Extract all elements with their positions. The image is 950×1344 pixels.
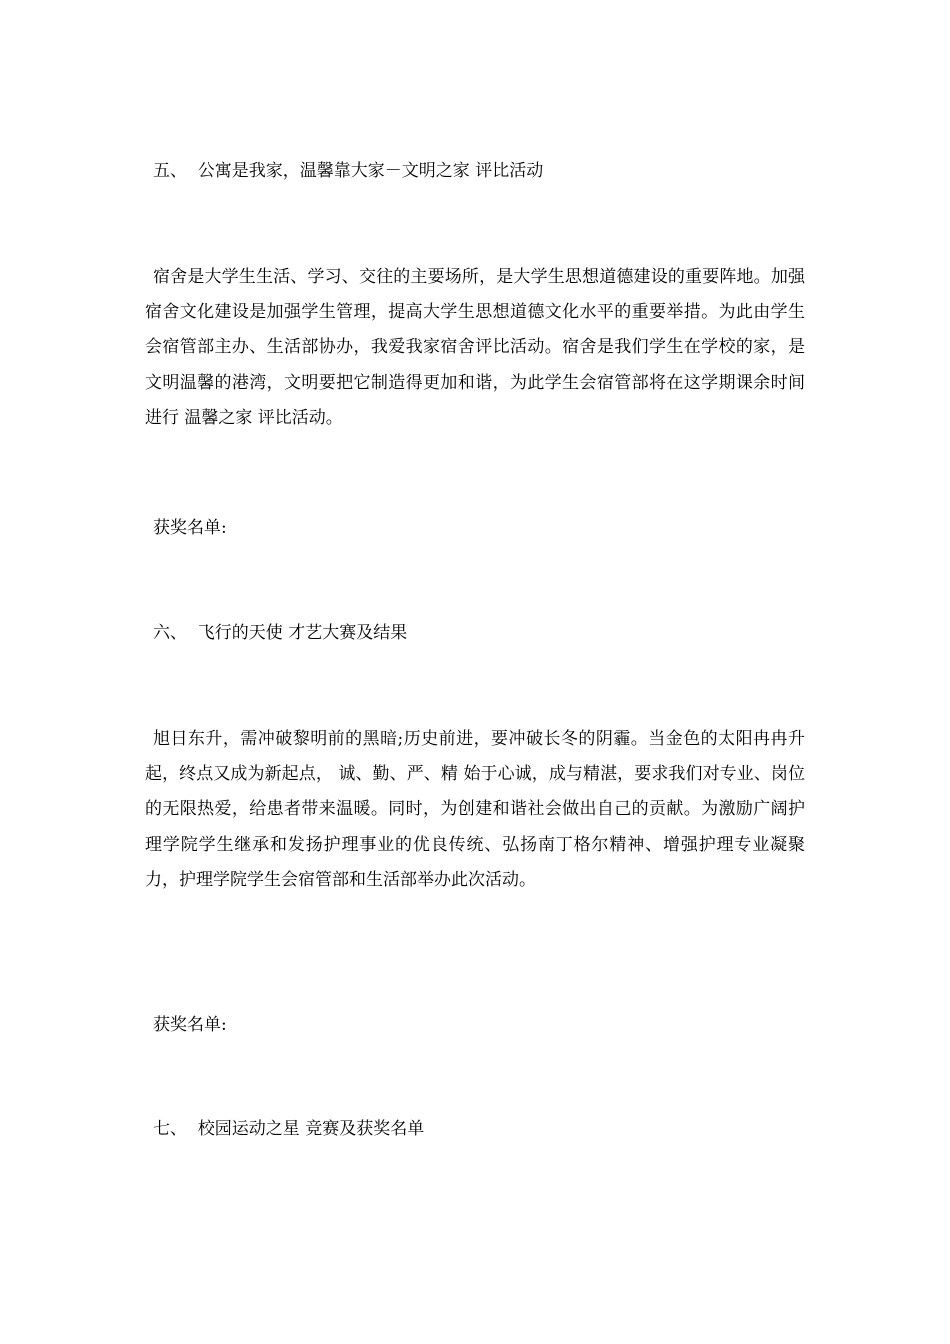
section-6-awards-label: 获奖名单: (153, 1015, 227, 1035)
section-6-heading: 六、 飞行的天使 才艺大赛及结果 (153, 623, 408, 643)
section-7-heading: 七、 校园运动之星 竞赛及获奖名单 (153, 1119, 425, 1139)
section-5-heading: 五、 公寓是我家，温馨靠大家－文明之家 评比活动 (153, 161, 544, 181)
section-5-body: 宿舍是大学生生活、学习、交往的主要场所，是大学生思想道德建设的重要阵地。加强宿舍文化建设是加强学生管理，提高大学生思想道德文化水平的重要举措。为此由学生会宿管部主办、生活部协办，我爱我家宿舍评比活动。宿舍是我们学生在学校的家，是文明温馨的港湾，文明要把它制造得更加和谐，为此学生会宿管部将在这学期课余时间进行 温馨之家 评比活动。 (145, 267, 805, 428)
section-6-body: 旭日东升，需冲破黎明前的黑暗;历史前进，要冲破长冬的阴霾。当金色的太阳冉冉升起，终点又成为新起点， 诚、勤、严、精 始于心诚，成与精湛，要求我们对专业、岗位的无限热爱，给患者带来温暖。同时，为创建和谐社会做出自己的贡献。为激励广阔护理学院学生继承和发扬护理事业的优良传统、弘扬南丁格尔精神、增强护理专业凝聚力，护理学院学生会宿管部和生活部举办此次活动。 (145, 729, 805, 890)
section-5-awards-label: 获奖名单: (153, 518, 227, 538)
